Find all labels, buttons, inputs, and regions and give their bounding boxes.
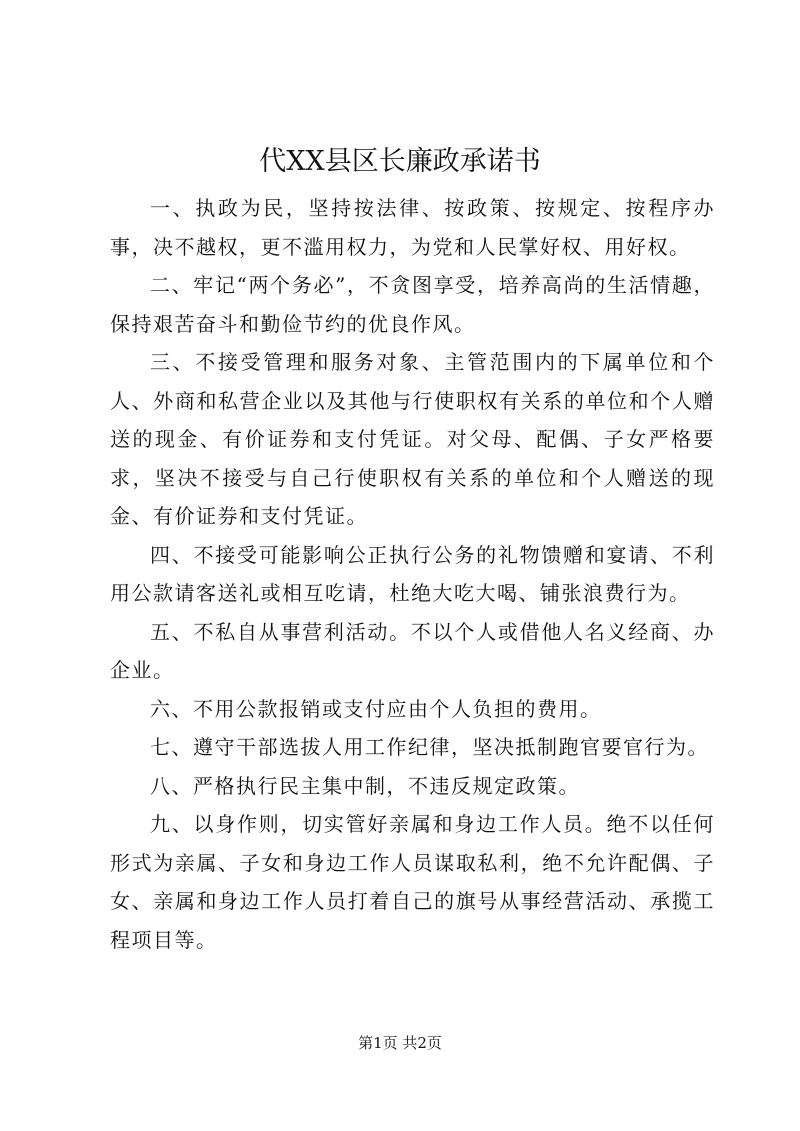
paragraph-1: 一、执政为民，坚持按法律、按政策、按规定、按程序办事，决不越权，更不滥用权力，为党和人民掌好权、用好权。 [110,196,715,259]
paragraph-4: 四、不接受可能影响公正执行公务的礼物馈赠和宴请、不利用公款请客送礼或相互吃请，杜绝大吃大喝、铺张浪费行为。 [110,542,715,605]
paragraph-3: 三、不接受管理和服务对象、主管范围内的下属单位和个人、外商和私营企业以及其他与行使职权有关系的单位和个人赠送的现金、有价证券和支付凭证。对父母、配偶、子女严格要求，坚决不接受与自己行使职权有关系的单位和个人赠送的现金、有价证券和支付凭证。 [110,350,715,528]
paragraph-8: 八、严格执行民主集中制，不违反规定政策。 [150,773,580,798]
paragraph-6: 六、不用公款报销或支付应由个人负担的费用。 [150,696,602,721]
document-body [110,189,715,959]
paragraph-7: 七、遵守干部选拔人用工作纪律，坚决抵制跑官要官行为。 [150,735,709,759]
paragraph-5: 五、不私自从事营利活动。不以个人或借他人名义经商、办企业。 [110,619,715,682]
page-number-footer: 第1页 共2页 [358,1034,442,1052]
document-title: 代XX县区长廉政承诺书 [259,146,541,177]
paragraph-2: 二、牢记“两个务必”，不贪图享受，培养高尚的生活情趣，保持艰苦奋斗和勤俭节约的优良作风。 [110,273,715,336]
paragraph-9: 九、以身作则，切实管好亲属和身边工作人员。绝不以任何形式为亲属、子女和身边工作人员谋取私利，绝不允许配偶、子女、亲属和身边工作人员打着自己的旗号从事经营活动、承揽工程项目等。 [110,812,715,952]
